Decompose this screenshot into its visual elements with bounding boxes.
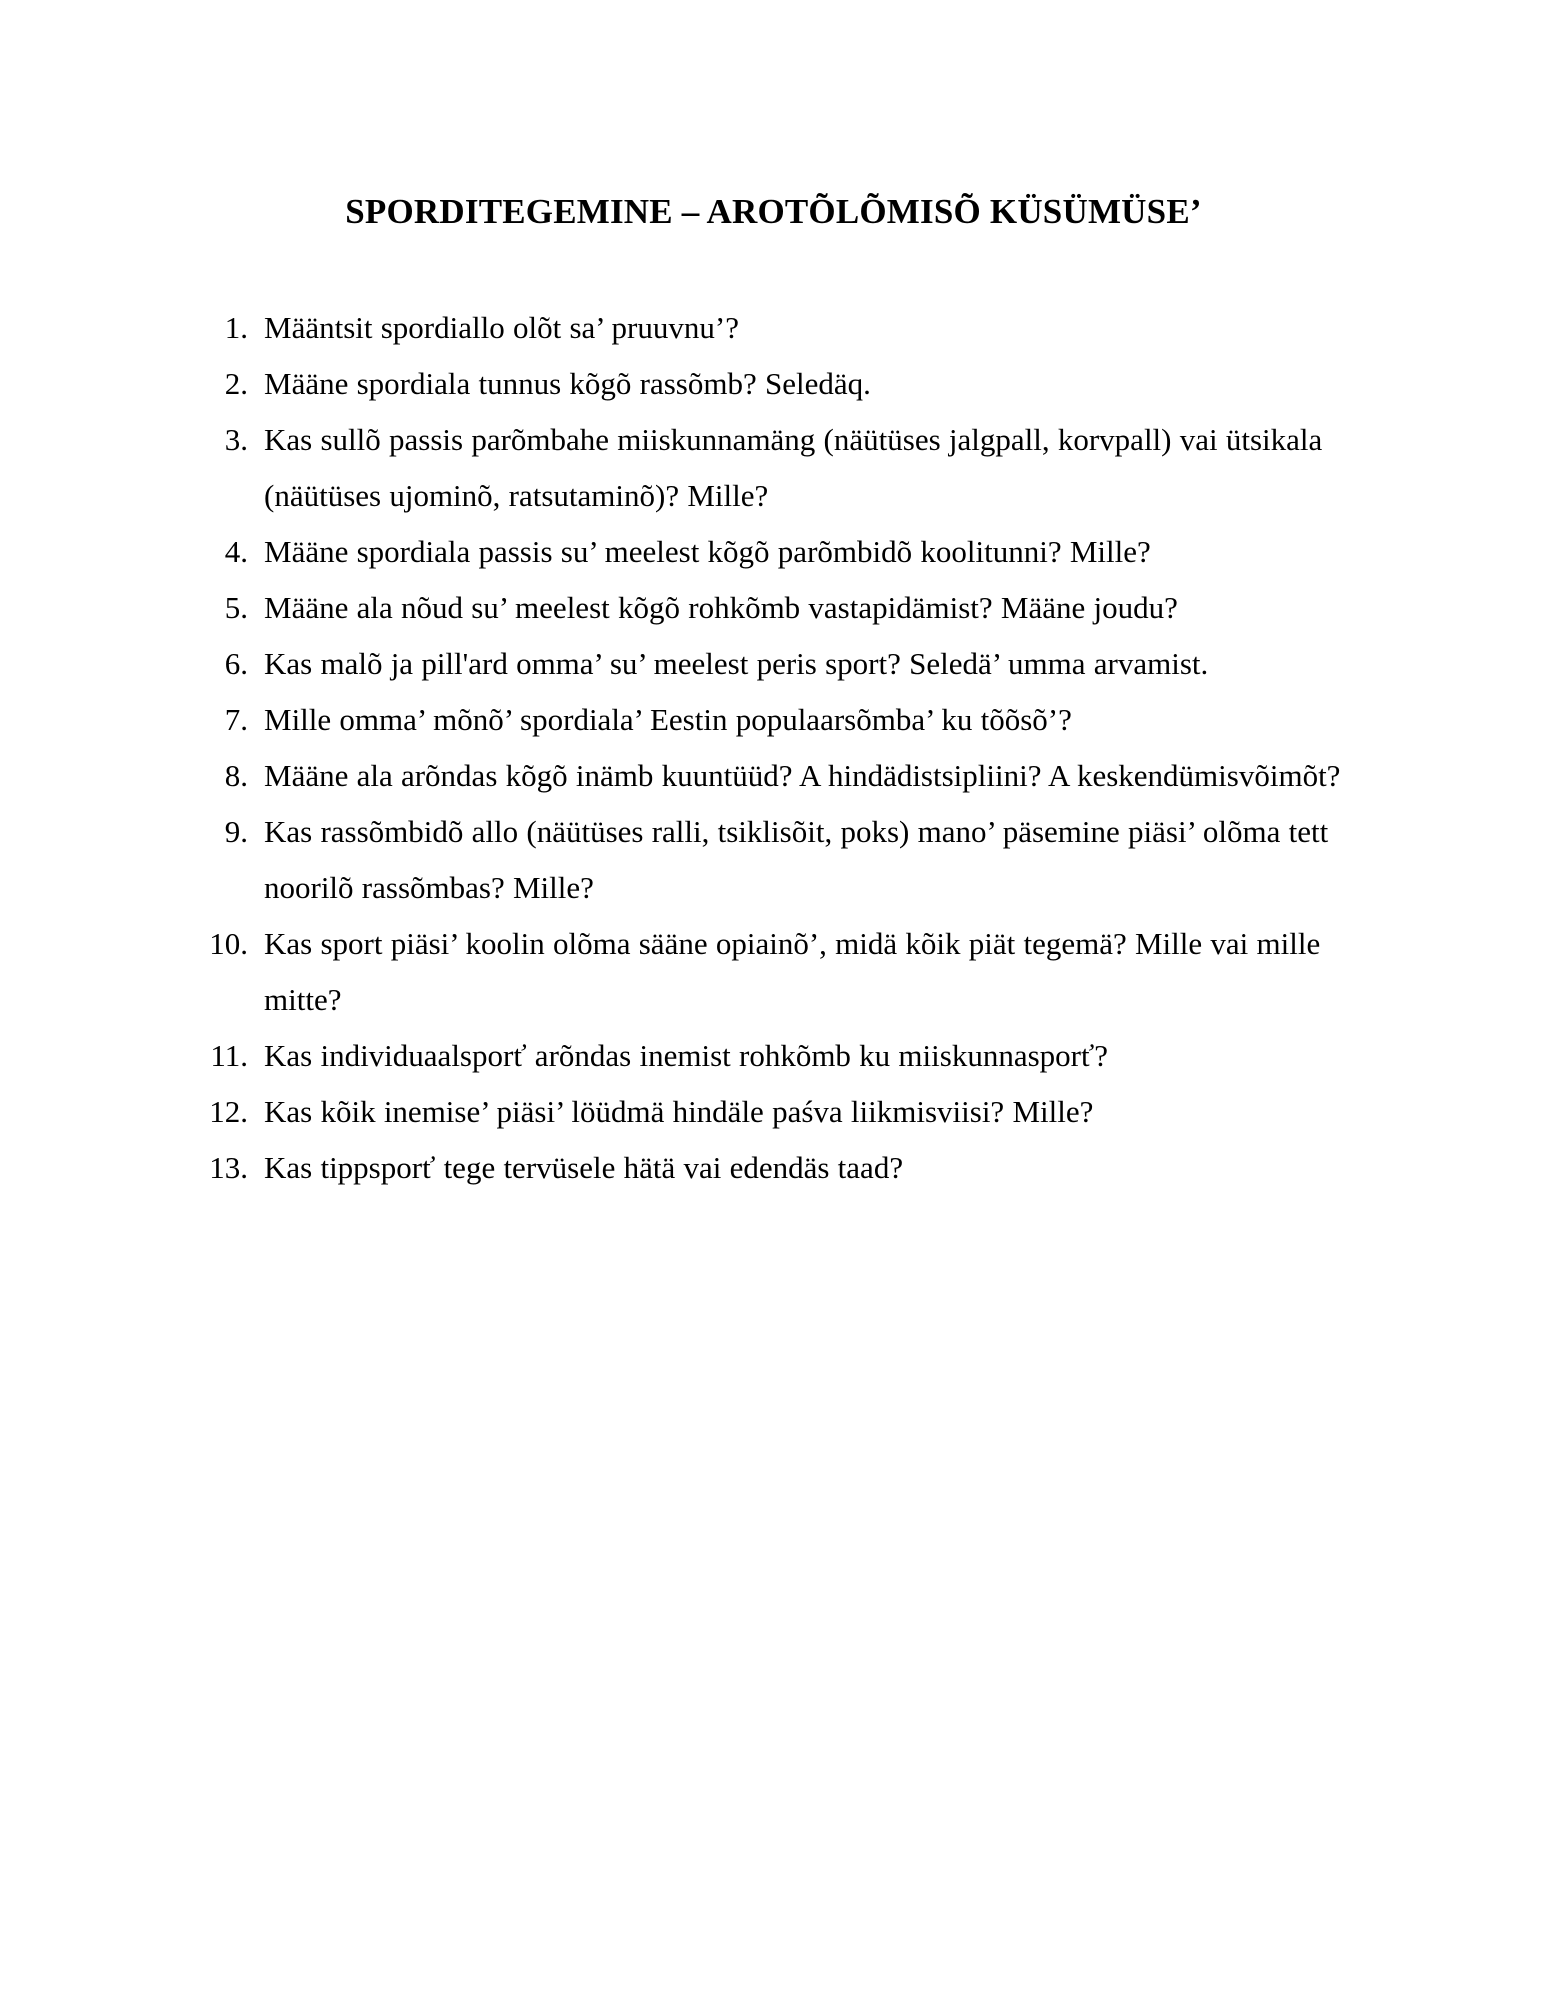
question-list xyxy=(196,234,1351,1196)
list-item-number: 12. xyxy=(209,1093,248,1129)
list-item xyxy=(196,412,1351,524)
list-item-number: 8. xyxy=(224,757,248,793)
list-item xyxy=(196,356,1351,412)
list-item-text: Määne ala nõud su’ meelest kõgõ rohkõmb vastapidämist? Määne joudu? xyxy=(264,589,1178,625)
list-item-text: Määne ala arõndas kõgõ inämb kuuntüüd? A hindädistsipliini? A keskendümisvõimõt? xyxy=(264,757,1341,793)
list-item-number: 13. xyxy=(209,1149,248,1185)
list-item xyxy=(196,1028,1351,1084)
list-item-text: Mille omma’ mõnõ’ spordiala’ Eestin populaarsõmba’ ku tõõsõ’? xyxy=(264,701,1072,737)
list-item-number: 11. xyxy=(210,1037,248,1073)
list-item xyxy=(196,524,1351,580)
list-item-number: 1. xyxy=(224,309,248,345)
list-item-number: 10. xyxy=(209,925,248,961)
list-item-text: Kas sport piäsi’ koolin olõma sääne opiainõ’, midä kõik piät tegemä? Mille vai mille mitte? xyxy=(264,925,1321,1017)
list-item-number: 7. xyxy=(224,701,248,737)
list-item xyxy=(196,804,1351,916)
list-item-text: Määne spordiala tunnus kõgõ rassõmb? Seledäq. xyxy=(264,365,871,401)
list-item xyxy=(196,692,1351,748)
list-item-number: 6. xyxy=(224,645,248,681)
list-item xyxy=(196,748,1351,804)
list-item xyxy=(196,1084,1351,1140)
list-item-number: 2. xyxy=(224,365,248,401)
list-item-text: Kas malõ ja pill'ard omma’ su’ meelest peris sport? Seledä’ umma arvamist. xyxy=(264,645,1209,681)
list-item-text: Kas rassõmbidõ allo (näütüses ralli, tsiklisõit, poks) mano’ päsemine piäsi’ olõma tett noorilõ rassõmbas? Mille? xyxy=(264,813,1329,905)
list-item-number: 4. xyxy=(224,533,248,569)
list-item xyxy=(196,1140,1351,1196)
list-item xyxy=(196,916,1351,1028)
list-item-text: Määntsit spordiallo olõt sa’ pruuvnu’? xyxy=(264,309,739,345)
list-item-text: Kas tippsporť tege tervüsele hätä vai edendäs taad? xyxy=(264,1149,904,1185)
list-item-text: Kas individuaalsporť arõndas inemist rohkõmb ku miiskunnasporť? xyxy=(264,1037,1108,1073)
list-item-number: 5. xyxy=(224,589,248,625)
list-item-text: Määne spordiala passis su’ meelest kõgõ parõmbidõ koolitunni? Mille? xyxy=(264,533,1151,569)
list-item xyxy=(196,636,1351,692)
page-title: SPORDITEGEMINE – AROTÕLÕMISÕ KÜSÜMÜSE’ xyxy=(345,192,1202,231)
list-item-number: 9. xyxy=(224,813,248,849)
list-item xyxy=(196,580,1351,636)
list-item-number: 3. xyxy=(224,421,248,457)
document-body xyxy=(196,0,1351,1196)
list-item xyxy=(196,300,1351,356)
list-item-text: Kas kõik inemise’ piäsi’ löüdmä hindäle paśva liikmisviisi? Mille? xyxy=(264,1093,1094,1129)
list-item-text: Kas sullõ passis parõmbahe miiskunnamäng (näütüses jalgpall, korvpall) vai ütsikala (näütüses ujominõ, ratsutaminõ)? Mille? xyxy=(264,421,1323,513)
